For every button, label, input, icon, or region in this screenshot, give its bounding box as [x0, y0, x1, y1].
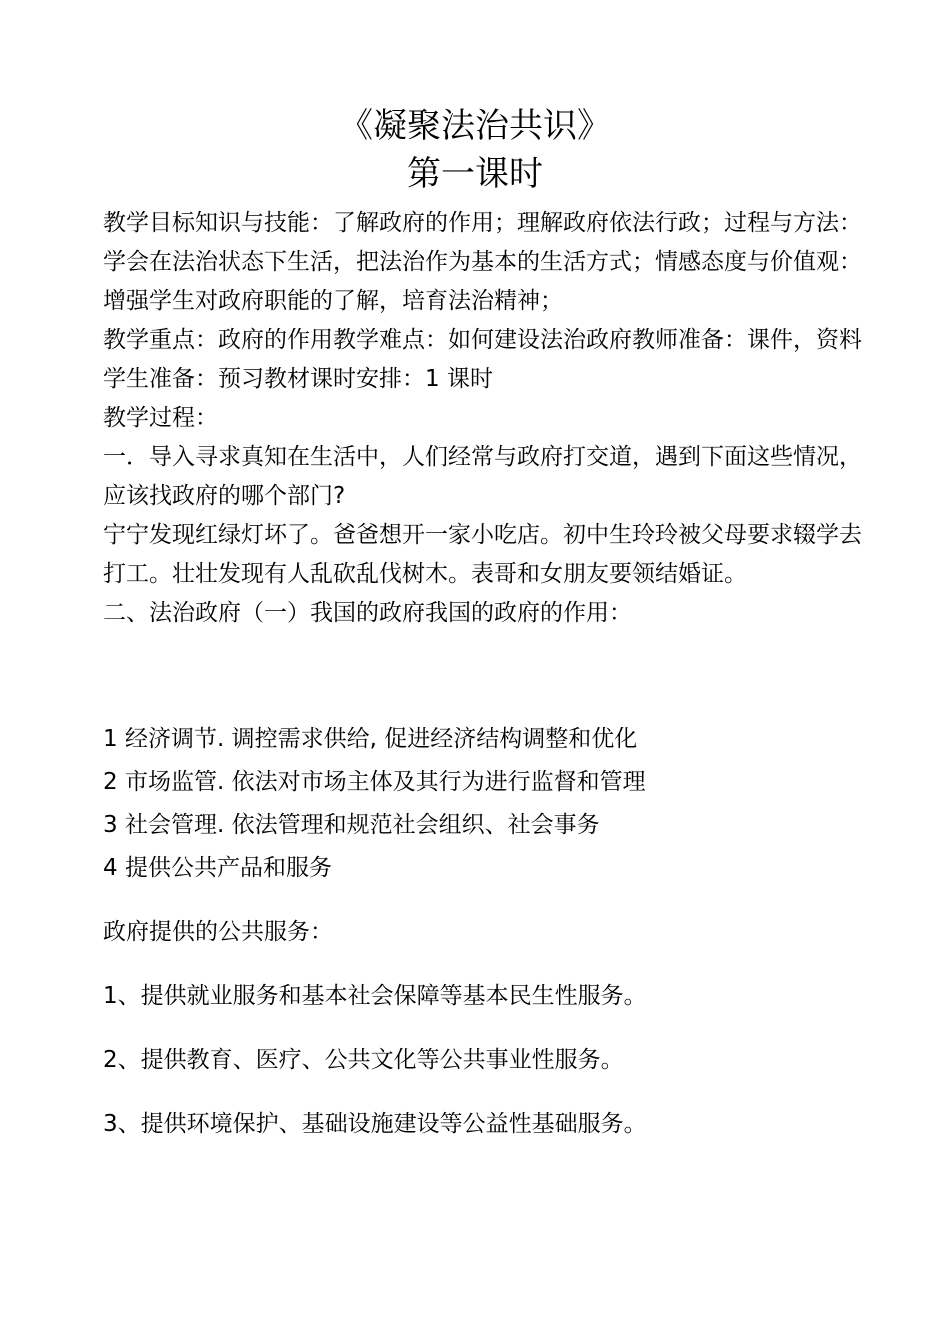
paragraph-section-two: 二、法治政府（一）我国的政府我国的政府的作用： — [103, 600, 632, 626]
government-roles-list — [103, 718, 863, 890]
public-services-section — [103, 912, 883, 1168]
paragraph-key-points: 教学重点：政府的作用教学难点：如何建设法治政府教师准备：课件，资料学生准备：预习教材课时安排：1 课时 — [103, 327, 862, 392]
document-subtitle: 第一课时 — [407, 154, 543, 194]
list-item: 1 经济调节. 调控需求供给, 促进经济结构调整和优化 — [103, 726, 638, 752]
list-item: 3 社会管理. 依法管理和规范社会组织、社会事务 — [103, 812, 600, 838]
paragraph-scenarios: 宁宁发现红绿灯坏了。爸爸想开一家小吃店。初中生玲玲被父母要求辍学去打工。壮壮发现有人乱砍乱伐树木。表哥和女朋友要领结婚证。 — [103, 522, 862, 587]
paragraph-introduction: 一．导入寻求真知在生活中，人们经常与政府打交道，遇到下面这些情况，应该找政府的哪个部门? — [103, 444, 862, 509]
services-heading: 政府提供的公共服务： — [103, 919, 333, 945]
paragraph-process-heading: 教学过程： — [103, 405, 218, 431]
lesson-body — [103, 204, 863, 633]
list-item: 3、提供环境保护、基础设施建设等公益性基础服务。 — [103, 1111, 647, 1137]
document-title: 《凝聚法治共识》 — [339, 106, 611, 146]
list-item: 4 提供公共产品和服务 — [103, 855, 332, 881]
list-item: 2 市场监管. 依法对市场主体及其行为进行监督和管理 — [103, 769, 646, 795]
list-item: 1、提供就业服务和基本社会保障等基本民生性服务。 — [103, 983, 647, 1009]
paragraph-objectives: 教学目标知识与技能：了解政府的作用；理解政府依法行政；过程与方法：学会在法治状态下生活，把法治作为基本的生活方式；情感态度与价值观：增强学生对政府职能的了解，培育法治精神； — [103, 210, 862, 314]
list-item: 2、提供教育、医疗、公共文化等公共事业性服务。 — [103, 1047, 624, 1073]
